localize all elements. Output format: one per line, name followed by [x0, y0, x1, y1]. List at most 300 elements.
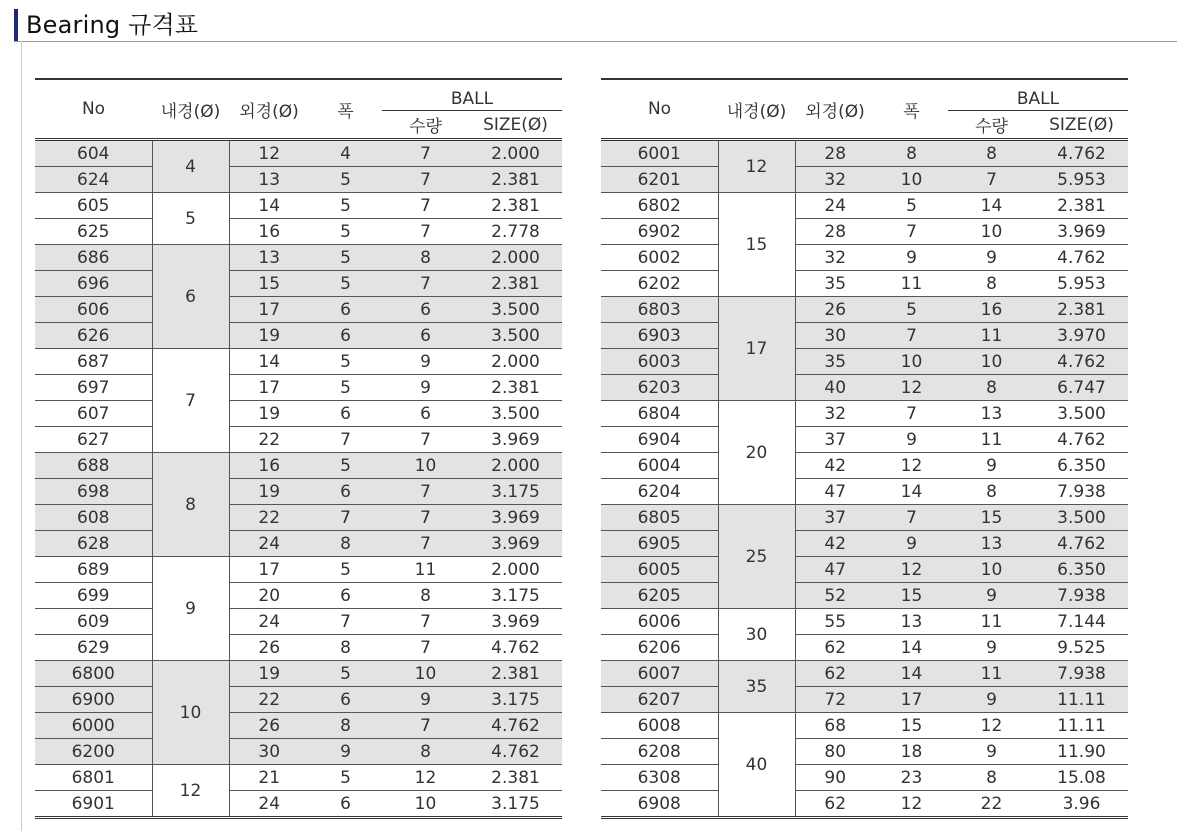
cell-outer-diameter: 16	[229, 219, 309, 245]
cell-no: 6005	[601, 557, 718, 583]
bearing-spec-table-left	[35, 78, 562, 819]
table-row	[601, 271, 1128, 297]
cell-ball-size: 2.778	[469, 219, 562, 245]
header-ball: BALL	[948, 79, 1128, 111]
cell-ball-size: 3.500	[1035, 401, 1128, 427]
cell-ball-size: 4.762	[1035, 349, 1128, 375]
table-row	[601, 557, 1128, 583]
cell-no: 6201	[601, 167, 718, 193]
cell-outer-diameter: 12	[229, 140, 309, 167]
table-row	[601, 323, 1128, 349]
table-row	[35, 167, 562, 193]
cell-width: 15	[875, 713, 948, 739]
cell-ball-size: 3.969	[469, 609, 562, 635]
table-row	[601, 167, 1128, 193]
cell-outer-diameter: 19	[229, 661, 309, 687]
cell-width: 11	[875, 271, 948, 297]
cell-ball-qty: 10	[382, 791, 469, 818]
cell-outer-diameter: 80	[795, 739, 875, 765]
cell-ball-qty: 8	[382, 245, 469, 271]
cell-no: 6002	[601, 245, 718, 271]
cell-ball-size: 9.525	[1035, 635, 1128, 661]
cell-width: 9	[875, 245, 948, 271]
cell-ball-qty: 12	[382, 765, 469, 791]
cell-inner-diameter: 25	[718, 505, 795, 609]
cell-no: 687	[35, 349, 152, 375]
cell-ball-qty: 7	[948, 167, 1035, 193]
cell-inner-diameter: 7	[152, 349, 229, 453]
cell-ball-size: 2.000	[469, 245, 562, 271]
cell-outer-diameter: 28	[795, 140, 875, 167]
cell-ball-size: 11.11	[1035, 713, 1128, 739]
cell-outer-diameter: 42	[795, 453, 875, 479]
cell-ball-size: 7.938	[1035, 661, 1128, 687]
table-row	[35, 791, 562, 818]
cell-ball-qty: 7	[382, 140, 469, 167]
table-row	[35, 713, 562, 739]
cell-ball-qty: 6	[382, 323, 469, 349]
cell-ball-size: 3.175	[469, 583, 562, 609]
cell-width: 5	[309, 765, 382, 791]
cell-ball-qty: 7	[382, 713, 469, 739]
cell-ball-qty: 11	[382, 557, 469, 583]
table-row	[601, 661, 1128, 687]
cell-outer-diameter: 22	[229, 505, 309, 531]
cell-no: 6802	[601, 193, 718, 219]
table-row	[601, 427, 1128, 453]
cell-no: 6903	[601, 323, 718, 349]
cell-no: 605	[35, 193, 152, 219]
cell-ball-size: 4.762	[1035, 245, 1128, 271]
cell-width: 23	[875, 765, 948, 791]
cell-no: 6801	[35, 765, 152, 791]
table-row	[35, 271, 562, 297]
cell-no: 6001	[601, 140, 718, 167]
table-row	[35, 193, 562, 219]
cell-width: 6	[309, 687, 382, 713]
header-inner-diameter: 내경(Ø)	[726, 101, 787, 122]
table-header	[601, 79, 1128, 140]
cell-outer-diameter: 35	[795, 349, 875, 375]
cell-width: 14	[875, 479, 948, 505]
cell-outer-diameter: 16	[229, 453, 309, 479]
header-ball-qty: 수량	[975, 117, 1008, 137]
cell-width: 18	[875, 739, 948, 765]
cell-outer-diameter: 55	[795, 609, 875, 635]
cell-ball-size: 5.953	[1035, 271, 1128, 297]
cell-ball-size: 11.90	[1035, 739, 1128, 765]
cell-width: 7	[875, 505, 948, 531]
table-row	[601, 791, 1128, 818]
cell-outer-diameter: 13	[229, 167, 309, 193]
cell-ball-size: 3.969	[469, 505, 562, 531]
table-row	[601, 219, 1128, 245]
cell-ball-qty: 8	[948, 479, 1035, 505]
table-row	[601, 401, 1128, 427]
table-row	[35, 635, 562, 661]
table-row	[35, 323, 562, 349]
table-row	[601, 140, 1128, 167]
cell-no: 627	[35, 427, 152, 453]
table-row	[601, 453, 1128, 479]
cell-ball-size: 3.500	[469, 401, 562, 427]
cell-ball-size: 4.762	[469, 713, 562, 739]
cell-outer-diameter: 26	[795, 297, 875, 323]
table-row	[601, 635, 1128, 661]
cell-outer-diameter: 24	[229, 531, 309, 557]
cell-width: 5	[309, 375, 382, 401]
cell-ball-size: 3.969	[469, 531, 562, 557]
cell-ball-size: 4.762	[1035, 140, 1128, 167]
cell-ball-size: 6.747	[1035, 375, 1128, 401]
cell-outer-diameter: 17	[229, 297, 309, 323]
cell-no: 6804	[601, 401, 718, 427]
cell-no: 697	[35, 375, 152, 401]
cell-ball-qty: 14	[948, 193, 1035, 219]
cell-outer-diameter: 15	[229, 271, 309, 297]
cell-ball-size: 5.953	[1035, 167, 1128, 193]
cell-outer-diameter: 17	[229, 557, 309, 583]
cell-ball-size: 2.381	[469, 193, 562, 219]
cell-no: 608	[35, 505, 152, 531]
cell-width: 4	[309, 140, 382, 167]
cell-no: 6900	[35, 687, 152, 713]
header-no: No	[647, 99, 672, 119]
cell-outer-diameter: 32	[795, 401, 875, 427]
cell-ball-size: 4.762	[1035, 427, 1128, 453]
table-row	[35, 609, 562, 635]
cell-inner-diameter: 5	[152, 193, 229, 245]
table-row	[601, 193, 1128, 219]
cell-inner-diameter: 15	[718, 193, 795, 297]
table-row	[35, 765, 562, 791]
cell-width: 17	[875, 687, 948, 713]
cell-ball-size: 15.08	[1035, 765, 1128, 791]
table-body	[35, 140, 562, 818]
cell-width: 10	[875, 349, 948, 375]
cell-width: 12	[875, 791, 948, 818]
table-row	[35, 219, 562, 245]
cell-ball-qty: 7	[382, 427, 469, 453]
table-row	[601, 505, 1128, 531]
table-body	[601, 140, 1128, 818]
header-inner-diameter: 내경(Ø)	[160, 101, 221, 122]
cell-ball-qty: 10	[382, 453, 469, 479]
table-row	[35, 687, 562, 713]
cell-ball-size: 2.000	[469, 453, 562, 479]
cell-width: 8	[875, 140, 948, 167]
cell-outer-diameter: 17	[229, 375, 309, 401]
cell-no: 6202	[601, 271, 718, 297]
cell-ball-size: 2.381	[1035, 193, 1128, 219]
table-row	[601, 687, 1128, 713]
cell-inner-diameter: 12	[718, 140, 795, 193]
cell-width: 9	[875, 531, 948, 557]
cell-width: 6	[309, 401, 382, 427]
cell-outer-diameter: 37	[795, 427, 875, 453]
cell-ball-qty: 10	[948, 219, 1035, 245]
table-row	[601, 297, 1128, 323]
cell-width: 9	[309, 739, 382, 765]
cell-width: 6	[309, 791, 382, 818]
cell-ball-qty: 13	[948, 531, 1035, 557]
cell-ball-size: 4.762	[1035, 531, 1128, 557]
cell-width: 6	[309, 297, 382, 323]
cell-width: 10	[875, 167, 948, 193]
cell-ball-size: 3.175	[469, 791, 562, 818]
cell-inner-diameter: 20	[718, 401, 795, 505]
cell-width: 12	[875, 557, 948, 583]
table-row	[35, 583, 562, 609]
table-row	[35, 479, 562, 505]
cell-ball-size: 3.175	[469, 687, 562, 713]
cell-no: 6007	[601, 661, 718, 687]
cell-ball-qty: 7	[382, 167, 469, 193]
cell-width: 8	[309, 531, 382, 557]
left-frame-line	[21, 41, 22, 831]
cell-width: 15	[875, 583, 948, 609]
table-row	[601, 479, 1128, 505]
table-row	[35, 245, 562, 271]
cell-ball-qty: 9	[948, 687, 1035, 713]
cell-no: 688	[35, 453, 152, 479]
cell-outer-diameter: 32	[795, 245, 875, 271]
cell-ball-qty: 10	[948, 557, 1035, 583]
cell-width: 12	[875, 453, 948, 479]
cell-ball-qty: 9	[948, 245, 1035, 271]
header-outer-diameter: 외경(Ø)	[239, 101, 299, 122]
cell-no: 6207	[601, 687, 718, 713]
cell-no: 699	[35, 583, 152, 609]
cell-no: 6200	[35, 739, 152, 765]
cell-inner-diameter: 17	[718, 297, 795, 401]
table-row	[601, 375, 1128, 401]
cell-outer-diameter: 30	[795, 323, 875, 349]
cell-ball-qty: 9	[948, 739, 1035, 765]
cell-width: 5	[309, 661, 382, 687]
cell-no: 6800	[35, 661, 152, 687]
cell-ball-qty: 7	[382, 479, 469, 505]
table-row	[35, 349, 562, 375]
cell-no: 626	[35, 323, 152, 349]
cell-width: 5	[309, 193, 382, 219]
cell-ball-qty: 8	[382, 739, 469, 765]
cell-inner-diameter: 4	[152, 140, 229, 193]
cell-inner-diameter: 10	[152, 661, 229, 765]
table-row	[35, 375, 562, 401]
cell-outer-diameter: 28	[795, 219, 875, 245]
cell-ball-size: 3.969	[469, 427, 562, 453]
header-outer-diameter: 외경(Ø)	[805, 101, 865, 122]
title-accent-bar	[14, 9, 18, 41]
cell-inner-diameter: 40	[718, 713, 795, 818]
table-row	[35, 505, 562, 531]
cell-ball-qty: 22	[948, 791, 1035, 818]
cell-no: 624	[35, 167, 152, 193]
cell-inner-diameter: 12	[152, 765, 229, 818]
cell-no: 6206	[601, 635, 718, 661]
table-row	[601, 583, 1128, 609]
cell-ball-size: 6.350	[1035, 453, 1128, 479]
cell-ball-size: 2.381	[469, 167, 562, 193]
table-row	[35, 739, 562, 765]
cell-ball-qty: 11	[948, 323, 1035, 349]
cell-ball-qty: 8	[948, 271, 1035, 297]
cell-width: 5	[875, 193, 948, 219]
cell-outer-diameter: 47	[795, 479, 875, 505]
cell-outer-diameter: 26	[229, 635, 309, 661]
cell-outer-diameter: 90	[795, 765, 875, 791]
cell-ball-qty: 16	[948, 297, 1035, 323]
cell-width: 5	[875, 297, 948, 323]
cell-ball-qty: 6	[382, 401, 469, 427]
table-row	[35, 531, 562, 557]
cell-no: 6006	[601, 609, 718, 635]
cell-width: 8	[309, 635, 382, 661]
cell-width: 14	[875, 635, 948, 661]
cell-outer-diameter: 62	[795, 791, 875, 818]
cell-width: 12	[875, 375, 948, 401]
cell-ball-qty: 15	[948, 505, 1035, 531]
cell-outer-diameter: 32	[795, 167, 875, 193]
cell-outer-diameter: 24	[795, 193, 875, 219]
cell-ball-size: 3.970	[1035, 323, 1128, 349]
cell-no: 6008	[601, 713, 718, 739]
cell-ball-qty: 8	[948, 765, 1035, 791]
cell-width: 7	[875, 323, 948, 349]
bearing-spec-table-right	[601, 78, 1128, 819]
cell-width: 6	[309, 583, 382, 609]
cell-ball-size: 7.938	[1035, 583, 1128, 609]
table-row	[601, 245, 1128, 271]
cell-outer-diameter: 35	[795, 271, 875, 297]
cell-outer-diameter: 19	[229, 479, 309, 505]
table-row	[601, 739, 1128, 765]
cell-outer-diameter: 37	[795, 505, 875, 531]
cell-width: 9	[875, 427, 948, 453]
cell-ball-qty: 11	[948, 609, 1035, 635]
header-ball-size: SIZE(Ø)	[483, 114, 548, 135]
cell-ball-qty: 12	[948, 713, 1035, 739]
cell-no: 607	[35, 401, 152, 427]
table-row	[35, 661, 562, 687]
cell-width: 7	[309, 427, 382, 453]
cell-width: 7	[309, 505, 382, 531]
header-width: 폭	[903, 101, 920, 122]
cell-outer-diameter: 52	[795, 583, 875, 609]
cell-inner-diameter: 9	[152, 557, 229, 661]
cell-ball-qty: 9	[948, 453, 1035, 479]
cell-no: 6805	[601, 505, 718, 531]
cell-outer-diameter: 24	[229, 609, 309, 635]
cell-no: 689	[35, 557, 152, 583]
cell-ball-size: 2.000	[469, 557, 562, 583]
cell-outer-diameter: 22	[229, 687, 309, 713]
cell-inner-diameter: 35	[718, 661, 795, 713]
cell-ball-size: 7.144	[1035, 609, 1128, 635]
table-row	[601, 531, 1128, 557]
cell-width: 7	[875, 401, 948, 427]
cell-outer-diameter: 68	[795, 713, 875, 739]
cell-no: 6308	[601, 765, 718, 791]
cell-ball-size: 4.762	[469, 635, 562, 661]
cell-ball-size: 3.96	[1035, 791, 1128, 818]
cell-width: 6	[309, 479, 382, 505]
cell-no: 609	[35, 609, 152, 635]
header-ball: BALL	[382, 79, 562, 111]
cell-outer-diameter: 62	[795, 661, 875, 687]
cell-width: 5	[309, 245, 382, 271]
table-row	[601, 349, 1128, 375]
cell-no: 6905	[601, 531, 718, 557]
cell-width: 7	[875, 219, 948, 245]
cell-outer-diameter: 22	[229, 427, 309, 453]
cell-no: 606	[35, 297, 152, 323]
cell-outer-diameter: 40	[795, 375, 875, 401]
cell-ball-qty: 7	[382, 505, 469, 531]
cell-outer-diameter: 20	[229, 583, 309, 609]
cell-outer-diameter: 24	[229, 791, 309, 818]
header-width: 폭	[337, 101, 354, 122]
cell-ball-size: 3.500	[469, 323, 562, 349]
cell-no: 628	[35, 531, 152, 557]
cell-no: 6904	[601, 427, 718, 453]
cell-outer-diameter: 21	[229, 765, 309, 791]
cell-ball-size: 6.350	[1035, 557, 1128, 583]
cell-ball-size: 2.381	[469, 765, 562, 791]
cell-ball-size: 11.11	[1035, 687, 1128, 713]
cell-ball-qty: 8	[948, 375, 1035, 401]
cell-no: 6908	[601, 791, 718, 818]
cell-width: 5	[309, 453, 382, 479]
cell-inner-diameter: 6	[152, 245, 229, 349]
table-row	[35, 453, 562, 479]
cell-ball-size: 2.381	[1035, 297, 1128, 323]
cell-ball-qty: 7	[382, 531, 469, 557]
cell-outer-diameter: 47	[795, 557, 875, 583]
cell-width: 6	[309, 323, 382, 349]
table-row	[35, 297, 562, 323]
table-row	[35, 140, 562, 167]
cell-width: 13	[875, 609, 948, 635]
table-row	[601, 609, 1128, 635]
cell-ball-size: 2.381	[469, 661, 562, 687]
cell-outer-diameter: 62	[795, 635, 875, 661]
cell-ball-size: 2.000	[469, 140, 562, 167]
cell-ball-qty: 7	[382, 193, 469, 219]
header-ball-qty: 수량	[409, 117, 442, 137]
table-row	[601, 713, 1128, 739]
cell-no: 6000	[35, 713, 152, 739]
cell-ball-qty: 10	[948, 349, 1035, 375]
cell-outer-diameter: 19	[229, 401, 309, 427]
cell-ball-size: 3.500	[1035, 505, 1128, 531]
cell-outer-diameter: 26	[229, 713, 309, 739]
cell-width: 7	[309, 609, 382, 635]
cell-ball-qty: 7	[382, 609, 469, 635]
cell-ball-qty: 13	[948, 401, 1035, 427]
cell-outer-diameter: 19	[229, 323, 309, 349]
header-ball-size: SIZE(Ø)	[1049, 114, 1114, 135]
cell-ball-size: 4.762	[469, 739, 562, 765]
cell-outer-diameter: 72	[795, 687, 875, 713]
cell-outer-diameter: 14	[229, 349, 309, 375]
cell-ball-size: 2.381	[469, 271, 562, 297]
cell-ball-qty: 7	[382, 635, 469, 661]
cell-ball-size: 3.175	[469, 479, 562, 505]
cell-ball-qty: 11	[948, 661, 1035, 687]
cell-ball-qty: 9	[948, 583, 1035, 609]
